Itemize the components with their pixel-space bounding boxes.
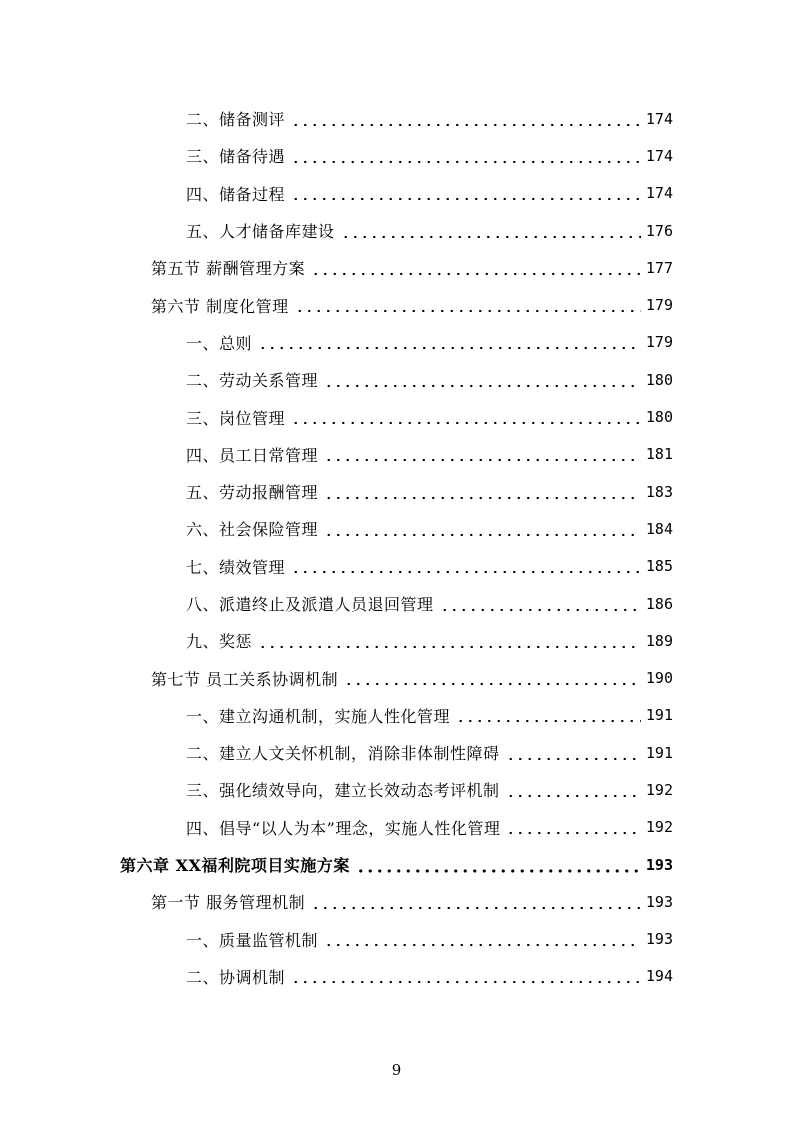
toc-entry-item[interactable] — [0, 473, 793, 510]
toc-entry-page-number: 191 — [645, 706, 673, 725]
dot-leader — [456, 707, 641, 723]
toc-entry-page-number: 185 — [645, 557, 673, 576]
toc-entry-page-number: 177 — [645, 258, 673, 277]
toc-entry-item[interactable] — [0, 100, 793, 137]
toc-entry-title: 第六章 XX福利院项目实施方案 — [120, 856, 350, 876]
toc-entry-title: 四、员工日常管理 — [186, 445, 319, 465]
dot-leader — [506, 819, 641, 835]
toc-entry-title: 五、劳动报酬管理 — [186, 483, 319, 503]
toc-entry-page-number: 191 — [645, 743, 673, 762]
toc-entry-section[interactable] — [0, 883, 793, 920]
toc-entry-title: 二、建立人文关怀机制，消除非体制性障碍 — [186, 744, 500, 764]
toc-entry-page-number: 180 — [645, 408, 673, 427]
toc-entry-item[interactable] — [0, 361, 793, 398]
toc-entry-section[interactable] — [0, 249, 793, 286]
toc-entry-item[interactable] — [0, 324, 793, 361]
toc-entry-item[interactable] — [0, 137, 793, 174]
toc-entry-page-number: 179 — [645, 333, 673, 352]
toc-entry-title: 第七节 员工关系协调机制 — [151, 669, 339, 689]
toc-entry-item[interactable] — [0, 175, 793, 212]
toc-entry-chapter[interactable] — [0, 846, 793, 883]
dot-leader — [291, 968, 641, 984]
dot-leader — [324, 931, 641, 947]
toc-entry-item[interactable] — [0, 809, 793, 846]
toc-entry-item[interactable] — [0, 398, 793, 435]
toc-entry-title: 八、派遣终止及派遣人员退回管理 — [186, 595, 434, 614]
dot-leader — [506, 745, 641, 761]
dot-leader — [291, 409, 641, 425]
toc-entry-title: 四、储备过程 — [186, 184, 286, 204]
dot-leader — [311, 894, 641, 910]
toc-entry-item[interactable] — [0, 622, 793, 659]
toc-entry-page-number: 189 — [645, 631, 673, 650]
dot-leader — [295, 297, 641, 313]
toc-entry-title: 二、储备测评 — [186, 110, 286, 130]
toc-entry-page-number: 180 — [645, 370, 673, 389]
dot-leader — [258, 334, 641, 350]
toc-entry-page-number: 176 — [645, 221, 673, 240]
toc-entry-page-number: 192 — [645, 818, 673, 837]
toc-entry-title: 三、岗位管理 — [186, 408, 286, 428]
toc-entry-page-number: 174 — [645, 109, 673, 128]
toc-entry-title: 九、奖惩 — [186, 632, 253, 652]
dot-leader — [440, 596, 641, 612]
toc-entry-title: 四、倡导“以人为本”理念，实施人性化管理 — [186, 818, 501, 838]
toc-entry-page-number: 190 — [645, 669, 673, 688]
dot-leader — [291, 185, 641, 201]
toc-entry-title: 七、绩效管理 — [186, 557, 286, 577]
toc-entry-title: 五、人才储备库建设 — [186, 222, 335, 242]
dot-leader — [341, 223, 641, 239]
toc-entry-item[interactable] — [0, 697, 793, 734]
toc-entry-page-number: 193 — [645, 855, 673, 874]
toc-entry-page-number: 183 — [645, 482, 673, 501]
dot-leader — [324, 446, 641, 462]
dot-leader — [291, 558, 641, 574]
toc-entry-title: 一、质量监管机制 — [186, 930, 319, 950]
dot-leader — [506, 782, 641, 798]
toc-entry-title: 三、强化绩效导向，建立长效动态考评机制 — [186, 781, 500, 801]
toc-entry-title: 二、劳动关系管理 — [186, 371, 319, 391]
dot-leader — [324, 521, 641, 537]
dot-leader — [344, 670, 641, 686]
toc-entry-page-number: 179 — [645, 296, 673, 315]
toc-entry-item[interactable] — [0, 436, 793, 473]
dot-leader — [356, 857, 641, 873]
toc-entry-title: 六、社会保险管理 — [186, 520, 319, 540]
toc-entry-page-number: 174 — [645, 146, 673, 165]
toc-entry-title: 第五节 薪酬管理方案 — [151, 259, 306, 279]
toc-entry-page-number: 192 — [645, 780, 673, 799]
toc-entry-title: 第一节 服务管理机制 — [151, 893, 306, 913]
dot-leader — [258, 633, 641, 649]
toc-entry-title: 一、总则 — [186, 333, 253, 353]
dot-leader — [291, 148, 641, 164]
toc-entry-section[interactable] — [0, 286, 793, 323]
toc-entry-item[interactable] — [0, 734, 793, 771]
page-number: 9 — [391, 1061, 402, 1079]
toc-entry-page-number: 181 — [645, 445, 673, 464]
toc-entry-item[interactable] — [0, 958, 793, 995]
toc-entry-page-number: 174 — [645, 184, 673, 203]
dot-leader — [324, 484, 641, 500]
toc-entry-title: 第六节 制度化管理 — [151, 296, 289, 316]
toc-entry-page-number: 193 — [645, 892, 673, 911]
dot-leader — [311, 260, 641, 276]
table-of-contents — [0, 100, 793, 995]
toc-entry-page-number: 184 — [645, 519, 673, 538]
toc-entry-title: 三、储备待遇 — [186, 147, 286, 167]
toc-entry-title: 一、建立沟通机制，实施人性化管理 — [186, 706, 451, 726]
toc-entry-page-number: 194 — [645, 967, 673, 986]
toc-entry-item[interactable] — [0, 212, 793, 249]
toc-entry-title: 二、协调机制 — [186, 967, 286, 987]
dot-leader — [324, 372, 641, 388]
toc-entry-item[interactable] — [0, 510, 793, 547]
toc-entry-page-number: 186 — [645, 594, 673, 613]
toc-entry-page-number: 193 — [645, 930, 673, 949]
toc-entry-item[interactable] — [0, 548, 793, 585]
toc-entry-item[interactable] — [0, 921, 793, 958]
toc-entry-item[interactable] — [0, 771, 793, 808]
toc-entry-section[interactable] — [0, 659, 793, 696]
toc-entry-item[interactable] — [0, 585, 793, 622]
dot-leader — [291, 111, 641, 127]
